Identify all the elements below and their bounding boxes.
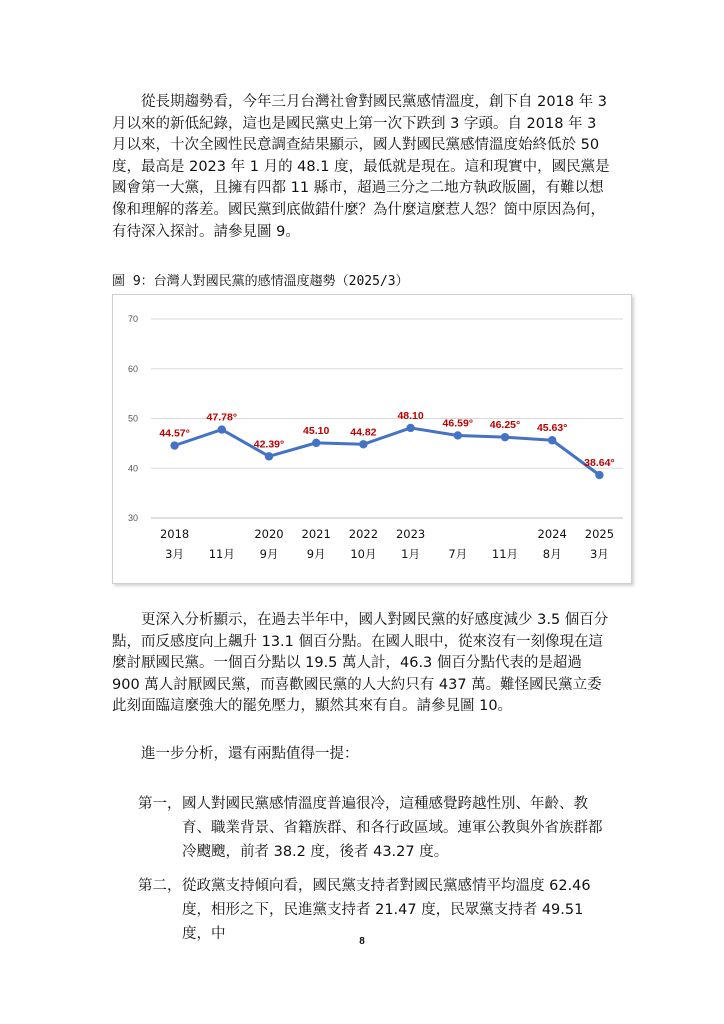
x-tick-month: 10月	[350, 547, 377, 561]
data-point	[265, 452, 273, 460]
line-chart	[113, 295, 631, 583]
x-tick-month: 7月	[448, 547, 468, 561]
y-tick-label: 70	[127, 314, 138, 324]
data-label: 48.10	[397, 409, 424, 422]
list-item-body: 國人對國民黨感情溫度普遍很冷，這種感覺跨越性別、年齡、教育、職業背景、省籍族群、和各行政區域。連軍公教與外省族群都冷颼颼，前者 38.2 度，後者 43.27 度。	[182, 796, 603, 860]
data-point	[595, 471, 603, 479]
x-tick-year: 2020	[254, 527, 284, 541]
data-label: 45.63°	[536, 422, 568, 435]
data-label: 44.82	[350, 426, 377, 439]
figure-caption: 圖 9：台灣人對國民黨的感情溫度趨勢（2025/3）	[112, 274, 409, 289]
x-tick-year: 2023	[395, 527, 426, 541]
data-label: 47.78°	[206, 411, 238, 424]
data-label: 44.57°	[159, 427, 190, 440]
list-item-first	[138, 792, 614, 864]
data-point	[170, 441, 178, 449]
y-tick-label: 60	[127, 363, 138, 374]
x-tick-year: 2025	[584, 527, 615, 541]
data-point	[548, 436, 556, 444]
data-point	[218, 425, 226, 433]
y-tick-label: 40	[127, 463, 138, 474]
x-tick-month: 9月	[259, 547, 279, 561]
x-tick-month: 3月	[589, 547, 609, 561]
x-tick-month: 8月	[542, 547, 562, 561]
x-tick-month: 1月	[401, 547, 421, 561]
x-tick-year: 2022	[348, 527, 379, 541]
data-label: 46.25°	[489, 419, 521, 432]
list-item-lead: 第二，	[138, 878, 182, 894]
paragraph-trend: 從長期趨勢看，今年三月台灣社會對國民黨感情溫度，創下自 2018 年 3 月以來的新低紀錄，這也是國民黨史上第一次下跌到 3 字頭。自 2018 年 3 月以來，十次全國性民意調查結果顯示，國人對國民黨感情溫度始終低於 50 度，最高是 2023 年 1 月的 48.1 度，最低就是現在。這和現實中，國民黨是國會第一大黨，且擁有四都 11 縣市，超過三分之二地方執政版圖，有難以想像和理解的落差。國民黨到底做錯什麼？為什麼這麼惹人怨？箇中原因為何，有待深入探討。請參見圖 9。	[112, 94, 610, 240]
x-tick-month: 11月	[491, 547, 519, 561]
x-tick-year: 2021	[301, 527, 331, 541]
paragraph-intro: 進一步分析，還有兩點值得一提：	[141, 746, 359, 762]
data-point	[359, 440, 367, 448]
x-tick-year: 2018	[159, 527, 190, 541]
data-point	[501, 433, 509, 441]
x-tick-month: 11月	[208, 547, 235, 561]
list-item-body: 從政黨支持傾向看，國民黨支持者對國民黨感情平均溫度 62.46 度，相形之下，民進黨支持者 21.47 度，民眾黨支持者 49.51 度，中	[182, 878, 591, 942]
x-tick-month: 3月	[165, 547, 185, 561]
data-label: 42.39°	[253, 438, 285, 451]
y-tick-label: 50	[127, 413, 138, 424]
x-tick-year: 2024	[537, 527, 567, 541]
paragraph-analysis: 更深入分析顯示，在過去半年中，國人對國民黨的好感度減少 3.5 個百分點，而反感度向上飆升 13.1 個百分點。在國人眼中，從來沒有一刻像現在這麼討厭國民黨。一個百分點以 19.5 萬人計，46.3 個百分點代表的是超過 900 萬人討厭國民黨，而喜歡國民黨的人大約只有 437 萬。難怪國民黨立委此刻面臨這麼強大的罷免壓力，顯然其來有自。請參見圖 10。	[112, 612, 609, 715]
y-tick-label: 30	[127, 513, 138, 523]
list-item-lead: 第一，	[138, 796, 182, 812]
data-label: 45.10	[303, 424, 330, 437]
data-point	[312, 439, 320, 447]
chart-frame	[112, 294, 632, 584]
data-label: 46.59°	[442, 417, 474, 430]
data-point	[406, 424, 414, 432]
data-label: 38.64°	[584, 457, 615, 470]
page-number: 8	[359, 936, 365, 947]
x-tick-month: 9月	[306, 547, 326, 561]
data-point	[454, 431, 462, 439]
